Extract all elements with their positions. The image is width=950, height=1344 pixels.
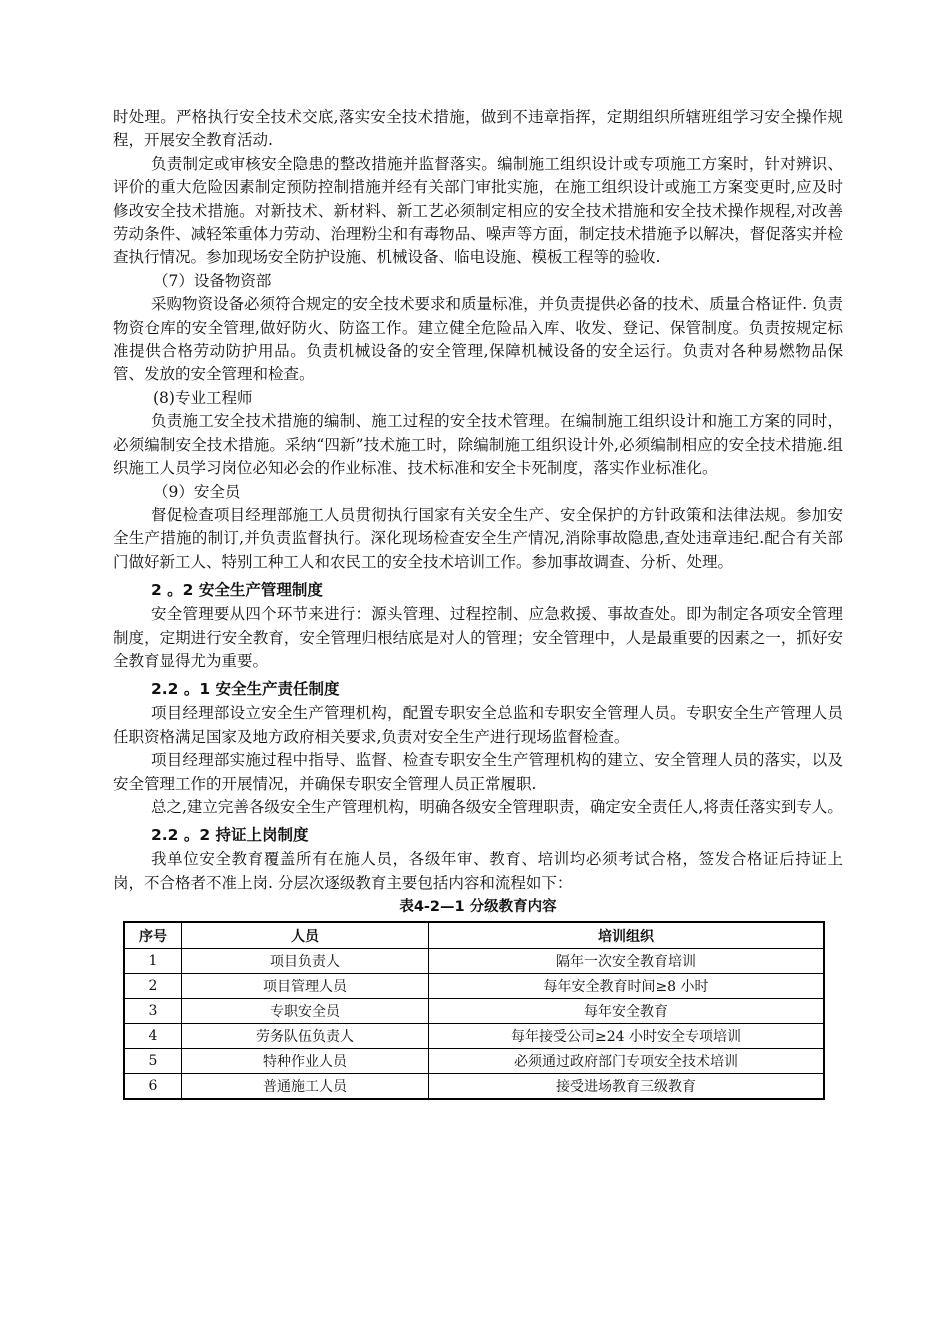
- cell-personnel: 专职安全员: [182, 999, 429, 1024]
- subheading-equipment-dept: （7）设备物资部: [153, 271, 272, 290]
- cell-index: 1: [124, 949, 182, 974]
- cell-personnel: 劳务队伍负责人: [182, 1024, 429, 1049]
- table-row: [124, 999, 824, 1024]
- subheading-engineer: (8)专业工程师: [153, 388, 253, 407]
- table-row: [124, 1024, 824, 1049]
- table-header-row: [124, 922, 824, 949]
- document-page: [113, 106, 843, 1100]
- section-heading-2-2-2: 2.2 。2 持证上岗制度: [151, 826, 309, 845]
- education-table: [123, 921, 825, 1100]
- table-row: [124, 974, 824, 999]
- paragraph: 总之,建立完善各级安全生产管理机构，明确各级安全管理职责，确定安全责任人,将责任落实到专人。: [151, 797, 843, 816]
- cell-training: 每年安全教育时间≥8 小时: [429, 974, 825, 999]
- cell-training: 每年安全教育: [429, 999, 825, 1024]
- section-heading-2-2-1: 2.2 。1 安全生产责任制度: [151, 680, 340, 699]
- header-cell-index: 序号: [124, 922, 182, 949]
- cell-index: 5: [124, 1049, 182, 1074]
- table-row: [124, 1049, 824, 1074]
- cell-personnel: 特种作业人员: [182, 1049, 429, 1074]
- paragraph: 负责施工安全技术措施的编制、施工过程的安全技术管理。在编制施工组织设计和施工方案的同时，必须编制安全技术措施。采纳“四新”技术施工时，除编制施工组织设计外,必须编制相应的安全技术措施.组织施工人员学习岗位必知必会的作业标准、技术标准和安全卡死制度，落实作业标准化。: [113, 412, 843, 478]
- paragraph: 采购物资设备必须符合规定的安全技术要求和质量标准，并负责提供必备的技术、质量合格证件. 负责物资仓库的安全管理,做好防火、防盗工作。建立健全危险品入库、收发、登记、保管制度。负责按规定标准提供合格劳动防护用品。负责机械设备的安全管理,保障机械设备的安全运行。负责对各种易燃物品保管、发放的安全管理和检查。: [113, 295, 843, 384]
- cell-personnel: 普通施工人员: [182, 1074, 429, 1100]
- cell-training: 接受进场教育三级教育: [429, 1074, 825, 1100]
- paragraph: 督促检查项目经理部施工人员贯彻执行国家有关安全生产、安全保护的方针政策和法律法规。参加安全生产措施的制订,并负责监督执行。深化现场检查安全生产情况,消除事故隐患,查处违章违纪.配合有关部门做好新工人、特别工种工人和农民工的安全技术培训工作。参加事故调查、分析、处理。: [113, 505, 843, 571]
- cell-index: 6: [124, 1074, 182, 1100]
- header-cell-personnel: 人员: [182, 922, 429, 949]
- paragraph: 负责制定或审核安全隐患的整改措施并监督落实。编制施工组织设计或专项施工方案时，针对辨识、评价的重大危险因素制定预防控制措施并经有关部门审批实施，在施工组织设计或施工方案变更时,应及时修改安全技术措施。对新技术、新材料、新工艺必须制定相应的安全技术措施和安全技术操作规程,对改善劳动条件、减轻笨重体力劳动、治理粉尘和有毒物品、噪声等方面，制定技术措施予以解决，督促落实并检查执行情况。参加现场安全防护设施、机械设备、临电设施、模板工程等的验收.: [113, 154, 843, 267]
- cell-index: 2: [124, 974, 182, 999]
- subheading-safety-officer: （9）安全员: [153, 482, 241, 501]
- paragraph: 项目经理部设立安全生产管理机构，配置专职安全总监和专职安全管理人员。专职安全生产管理人员任职资格满足国家及地方政府相关要求,负责对安全生产进行现场监督检查。: [113, 704, 843, 746]
- cell-index: 4: [124, 1024, 182, 1049]
- table-caption: 表4-2—1 分级教育内容: [399, 899, 557, 916]
- paragraph: 安全管理要从四个环节来进行：源头管理、过程控制、应急救援、事故查处。即为制定各项安全管理制度，定期进行安全教育，安全管理归根结底是对人的管理；安全管理中，人是最重要的因素之一，抓好安全教育显得尤为重要。: [113, 605, 843, 670]
- cell-index: 3: [124, 999, 182, 1024]
- paragraph: 项目经理部实施过程中指导、监督、检查专职安全生产管理机构的建立、安全管理人员的落实，以及安全管理工作的开展情况，并确保专职安全管理人员正常履职.: [113, 751, 843, 793]
- header-cell-training: 培训组织: [429, 922, 825, 949]
- cell-training: 隔年一次安全教育培训: [429, 949, 825, 974]
- paragraph: 时处理。严格执行安全技术交底,落实安全技术措施，做到不违章指挥，定期组织所辖班组学习安全操作规程，开展安全教育活动.: [113, 108, 843, 150]
- paragraph: 我单位安全教育覆盖所有在施人员，各级年审、教育、培训均必须考试合格，签发合格证后持证上岗，不合格者不准上岗. 分层次逐级教育主要包括内容和流程如下：: [113, 850, 843, 892]
- cell-personnel: 项目负责人: [182, 949, 429, 974]
- table-row: [124, 1074, 824, 1100]
- cell-training: 必须通过政府部门专项安全技术培训: [429, 1049, 825, 1074]
- cell-personnel: 项目管理人员: [182, 974, 429, 999]
- table-row: [124, 949, 824, 974]
- section-heading-2-2: 2 。2 安全生产管理制度: [151, 581, 323, 600]
- cell-training: 每年接受公司≥24 小时安全专项培训: [429, 1024, 825, 1049]
